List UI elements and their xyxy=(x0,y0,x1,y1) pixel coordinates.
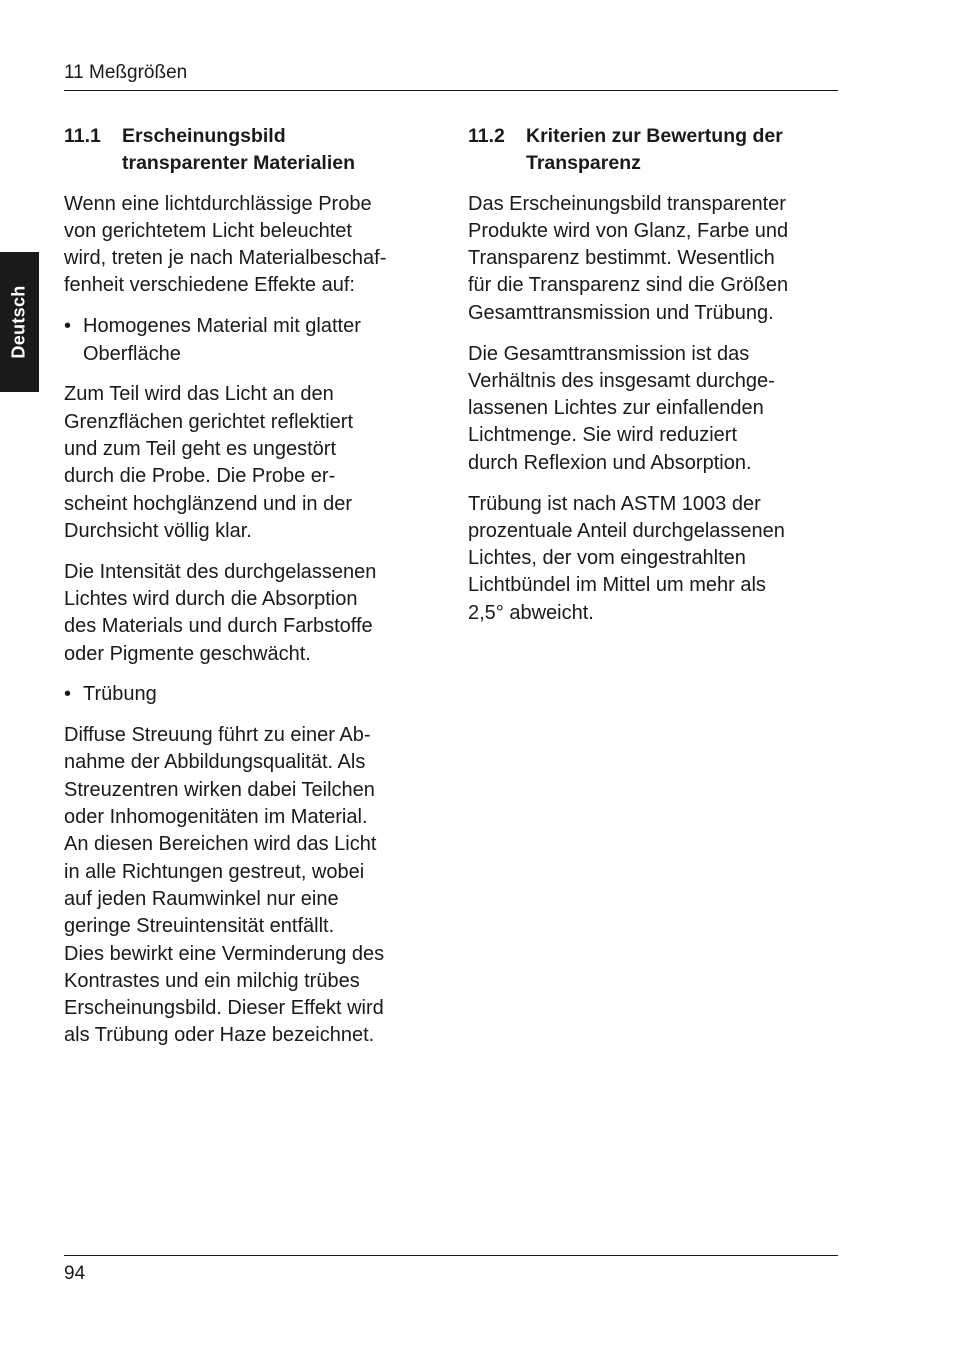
language-side-tab xyxy=(0,252,39,392)
bullet-item xyxy=(64,313,436,368)
bullet-glyph: • xyxy=(64,315,72,338)
bullet-item xyxy=(64,681,436,708)
paragraph: Zum Teil wird das Licht an den Grenzflächen gerichtet reflektiert und zum Teil geht es ungestört durch die Probe. Die Probe er- scheint hochglänzend und in der Durchsicht völlig klar. xyxy=(64,383,354,542)
left-column xyxy=(64,123,436,1063)
paragraph-intro: Wenn eine lichtdurchlässige Probe von gerichtetem Licht beleuchtet wird, treten je nach Materialbeschaf- fenheit verschiedene Effekte auf: xyxy=(64,192,387,297)
bullet-text: Trübung xyxy=(83,683,157,706)
section-heading-11-1 xyxy=(64,123,436,178)
paragraph: Die Gesamttransmission ist das Verhältnis des insgesamt durchge- lassenen Lichtes zur einfallenden Lichtmenge. Sie wird reduziert durch Reflexion und Absorption. xyxy=(468,342,775,474)
section-title: Kriterien zur Bewertung der Transparenz xyxy=(526,125,783,175)
section-heading-11-2 xyxy=(468,123,840,178)
section-number: 11.1 xyxy=(64,125,101,147)
section-title: Erscheinungsbild transparenter Materialien xyxy=(122,125,356,175)
paragraph: Trübung ist nach ASTM 1003 der prozentuale Anteil durchgelassenen Lichtes, der vom eingestrahlten Lichtbündel im Mittel um mehr als 2,5° abweicht. xyxy=(468,492,785,624)
paragraph: Die Intensität des durchgelassenen Lichtes wird durch die Absorption des Materials und durch Farbstoffe oder Pigmente geschwächt. xyxy=(64,560,377,665)
footer-rule xyxy=(64,1255,838,1256)
page-number: 94 xyxy=(64,1263,86,1284)
bullet-glyph: • xyxy=(64,683,72,706)
header-rule xyxy=(64,90,838,91)
right-column xyxy=(468,123,840,641)
section-number: 11.2 xyxy=(468,125,505,147)
running-header: 11 Meßgrößen xyxy=(64,62,188,83)
bullet-text: Homogenes Material mit glatter Oberfläche xyxy=(83,315,361,365)
side-tab-label: Deutsch xyxy=(8,285,29,359)
paragraph: Diffuse Streuung führt zu einer Ab- nahme der Abbildungsqualität. Als Streuzentren wirken dabei Teilchen oder Inhomogenitäten im Material. An diesen Bereichen wird das Licht in alle Richtungen gestreut, wobei auf jeden Raumwinkel nur eine geringe Streuintensität entfällt. Dies bewirkt eine Verminderung des Kontrastes und ein milchig trübes Erscheinungsbild. Dieser Effekt wird als Trübung oder Haze bezeichnet. xyxy=(64,724,385,1047)
paragraph: Das Erscheinungsbild transparenter Produkte wird von Glanz, Farbe und Transparenz bestimmt. Wesentlich für die Transparenz sind die Größen Gesamttransmission und Trübung. xyxy=(468,192,789,324)
